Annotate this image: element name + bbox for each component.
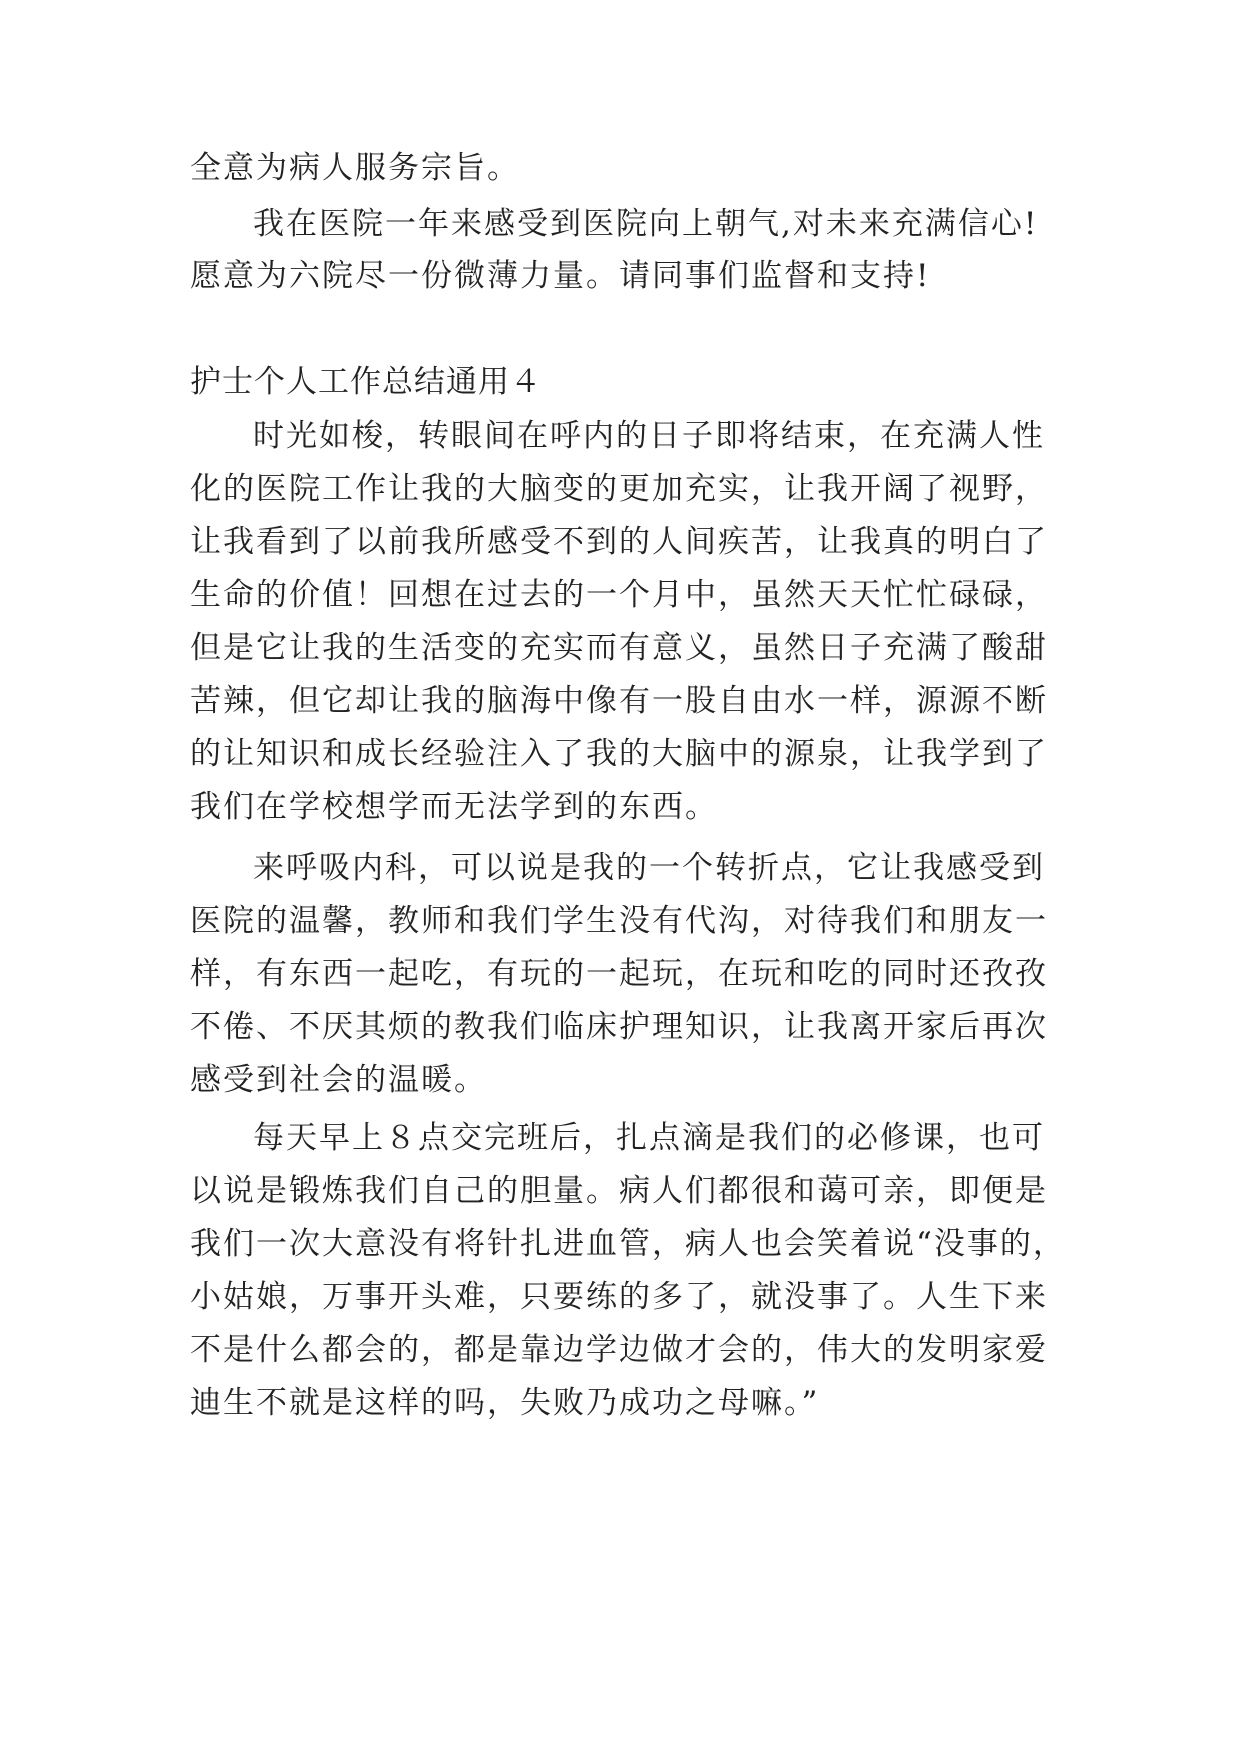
paragraph-line: 医院的温馨，教师和我们学生没有代沟，对待我们和朋友一 bbox=[190, 903, 1048, 939]
paragraph-line: 样，有东西一起吃，有玩的一起玩，在玩和吃的同时还孜孜 bbox=[190, 956, 1048, 992]
paragraph-line: 的让知识和成长经验注入了我的大脑中的源泉，让我学到了 bbox=[190, 736, 1048, 772]
paragraph-line: 迪生不就是这样的吗，失败乃成功之母嘛。” bbox=[190, 1385, 820, 1421]
paragraph-line: 时光如梭，转眼间在呼内的日子即将结束，在充满人性 bbox=[253, 418, 1045, 454]
paragraph-line: 不是什么都会的，都是靠边学边做才会的，伟大的发明家爱 bbox=[190, 1332, 1048, 1368]
paragraph-line: 化的医院工作让我的大脑变的更加充实，让我开阔了视野， bbox=[190, 471, 1048, 507]
paragraph-line: 来呼吸内科，可以说是我的一个转折点，它让我感受到 bbox=[253, 850, 1045, 886]
paragraph-line: 但是它让我的生活变的充实而有意义，虽然日子充满了酸甜 bbox=[190, 630, 1048, 666]
paragraph-line: 每天早上８点交完班后，扎点滴是我们的必修课，也可 bbox=[253, 1120, 1045, 1156]
paragraph-line: 感受到社会的温暖。 bbox=[190, 1062, 487, 1098]
paragraph-line: 我们一次大意没有将针扎进血管，病人也会笑着说“没事的， bbox=[190, 1226, 1066, 1262]
intro-line: 我在医院一年来感受到医院向上朝气,对未来充满信心! bbox=[253, 206, 1039, 242]
paragraph-line: 小姑娘，万事开头难，只要练的多了，就没事了。人生下来 bbox=[190, 1279, 1048, 1315]
paragraph-line: 以说是锻炼我们自己的胆量。病人们都很和蔼可亲，即便是 bbox=[190, 1173, 1048, 1209]
paragraph-line: 苦辣，但它却让我的脑海中像有一股自由水一样，源源不断 bbox=[190, 683, 1048, 719]
paragraph-line: 让我看到了以前我所感受不到的人间疾苦，让我真的明白了 bbox=[190, 524, 1048, 560]
paragraph-line: 我们在学校想学而无法学到的东西。 bbox=[190, 789, 718, 825]
paragraph-line: 不倦、不厌其烦的教我们临床护理知识，让我离开家后再次 bbox=[190, 1009, 1048, 1045]
intro-line: 愿意为六院尽一份微薄力量。请同事们监督和支持! bbox=[190, 258, 931, 294]
intro-line: 全意为病人服务宗旨。 bbox=[190, 150, 520, 186]
paragraph-line: 生命的价值！回想在过去的一个月中，虽然天天忙忙碌碌， bbox=[190, 577, 1048, 613]
section-title: 护士个人工作总结通用４ bbox=[190, 364, 542, 400]
